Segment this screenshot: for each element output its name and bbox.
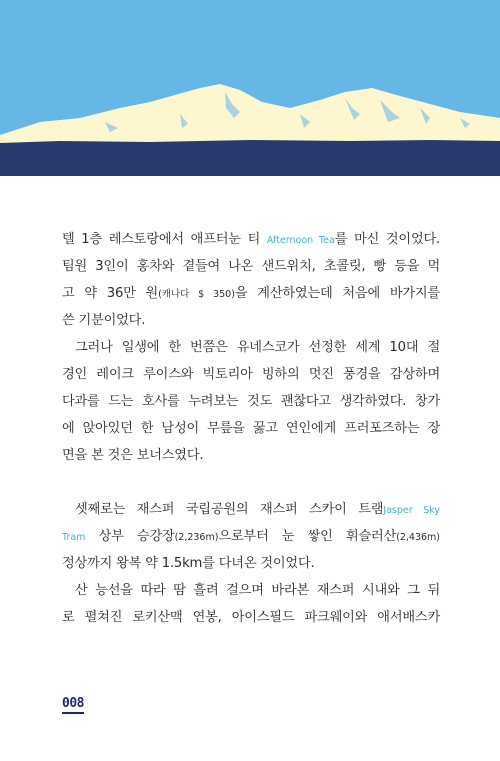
text-span: 으로부터 눈 쌓인 휘슬러산 bbox=[218, 529, 397, 544]
text-line: 경인 레이크 루이스와 빅토리아 빙하의 멋진 풍경을 감상하며 bbox=[62, 367, 440, 382]
parenthetical: (캐나다 $ 350) bbox=[158, 289, 235, 300]
text-line bbox=[62, 496, 440, 523]
paragraph bbox=[62, 496, 440, 577]
text-line: 정상까지 왕복 약 1.5km를 다녀온 것이었다. bbox=[62, 556, 315, 571]
text-line: 에 앉아있던 한 남성이 무릎을 꿇고 연인에게 프러포즈하는 장 bbox=[62, 421, 440, 436]
english-term: Tram bbox=[62, 532, 86, 543]
paragraph-gap bbox=[62, 469, 440, 496]
paragraph bbox=[62, 334, 440, 469]
parenthetical: (2,436m) bbox=[396, 532, 440, 543]
text-span: 텔 1층 레스토랑에서 애프터눈 티 bbox=[62, 232, 261, 247]
paragraph bbox=[62, 577, 440, 631]
text-line bbox=[62, 523, 440, 550]
text-line: 면을 본 것은 보너스였다. bbox=[62, 448, 204, 463]
ground bbox=[0, 140, 500, 176]
text-line: 다과를 드는 호사를 누려보는 것도 괜찮다고 생각하였다. 창가 bbox=[62, 394, 440, 409]
text-line bbox=[62, 226, 440, 253]
text-line bbox=[62, 280, 440, 307]
mountain-illustration bbox=[0, 0, 500, 176]
text-line: 산 능선을 따라 땀 흘려 걸으며 바라본 재스퍼 시내와 그 뒤 bbox=[75, 583, 440, 598]
text-span: 를 마신 것이었다. bbox=[334, 232, 441, 247]
english-term: Afternoon Tea bbox=[266, 235, 335, 246]
text-line: 그러나 일생에 한 번쯤은 유네스코가 선정한 세계 10대 절 bbox=[75, 340, 440, 355]
paragraph bbox=[62, 226, 440, 334]
english-term: Jasper Sky bbox=[383, 505, 440, 516]
text-line: 팀원 3인이 홍차와 곁들여 나온 샌드위치, 초콜릿, 빵 등을 먹 bbox=[62, 259, 440, 274]
body-text bbox=[62, 226, 440, 631]
parenthetical: (2,236m) bbox=[174, 532, 219, 543]
page-number: 008 bbox=[62, 697, 84, 714]
text-line: 쓴 기분이었다. bbox=[62, 313, 146, 328]
text-line: 로 펼쳐진 로키산맥 연봉, 아이스필드 파크웨이와 애서배스카 bbox=[62, 610, 440, 625]
text-span: 을 계산하였는데 처음에 바가지를 bbox=[234, 286, 440, 301]
text-span: 고 약 36만 원 bbox=[62, 286, 159, 301]
text-span: 상부 승강장 bbox=[85, 529, 175, 544]
text-span: 셋째로는 재스퍼 국립공원의 재스퍼 스카이 트램 bbox=[75, 502, 384, 517]
